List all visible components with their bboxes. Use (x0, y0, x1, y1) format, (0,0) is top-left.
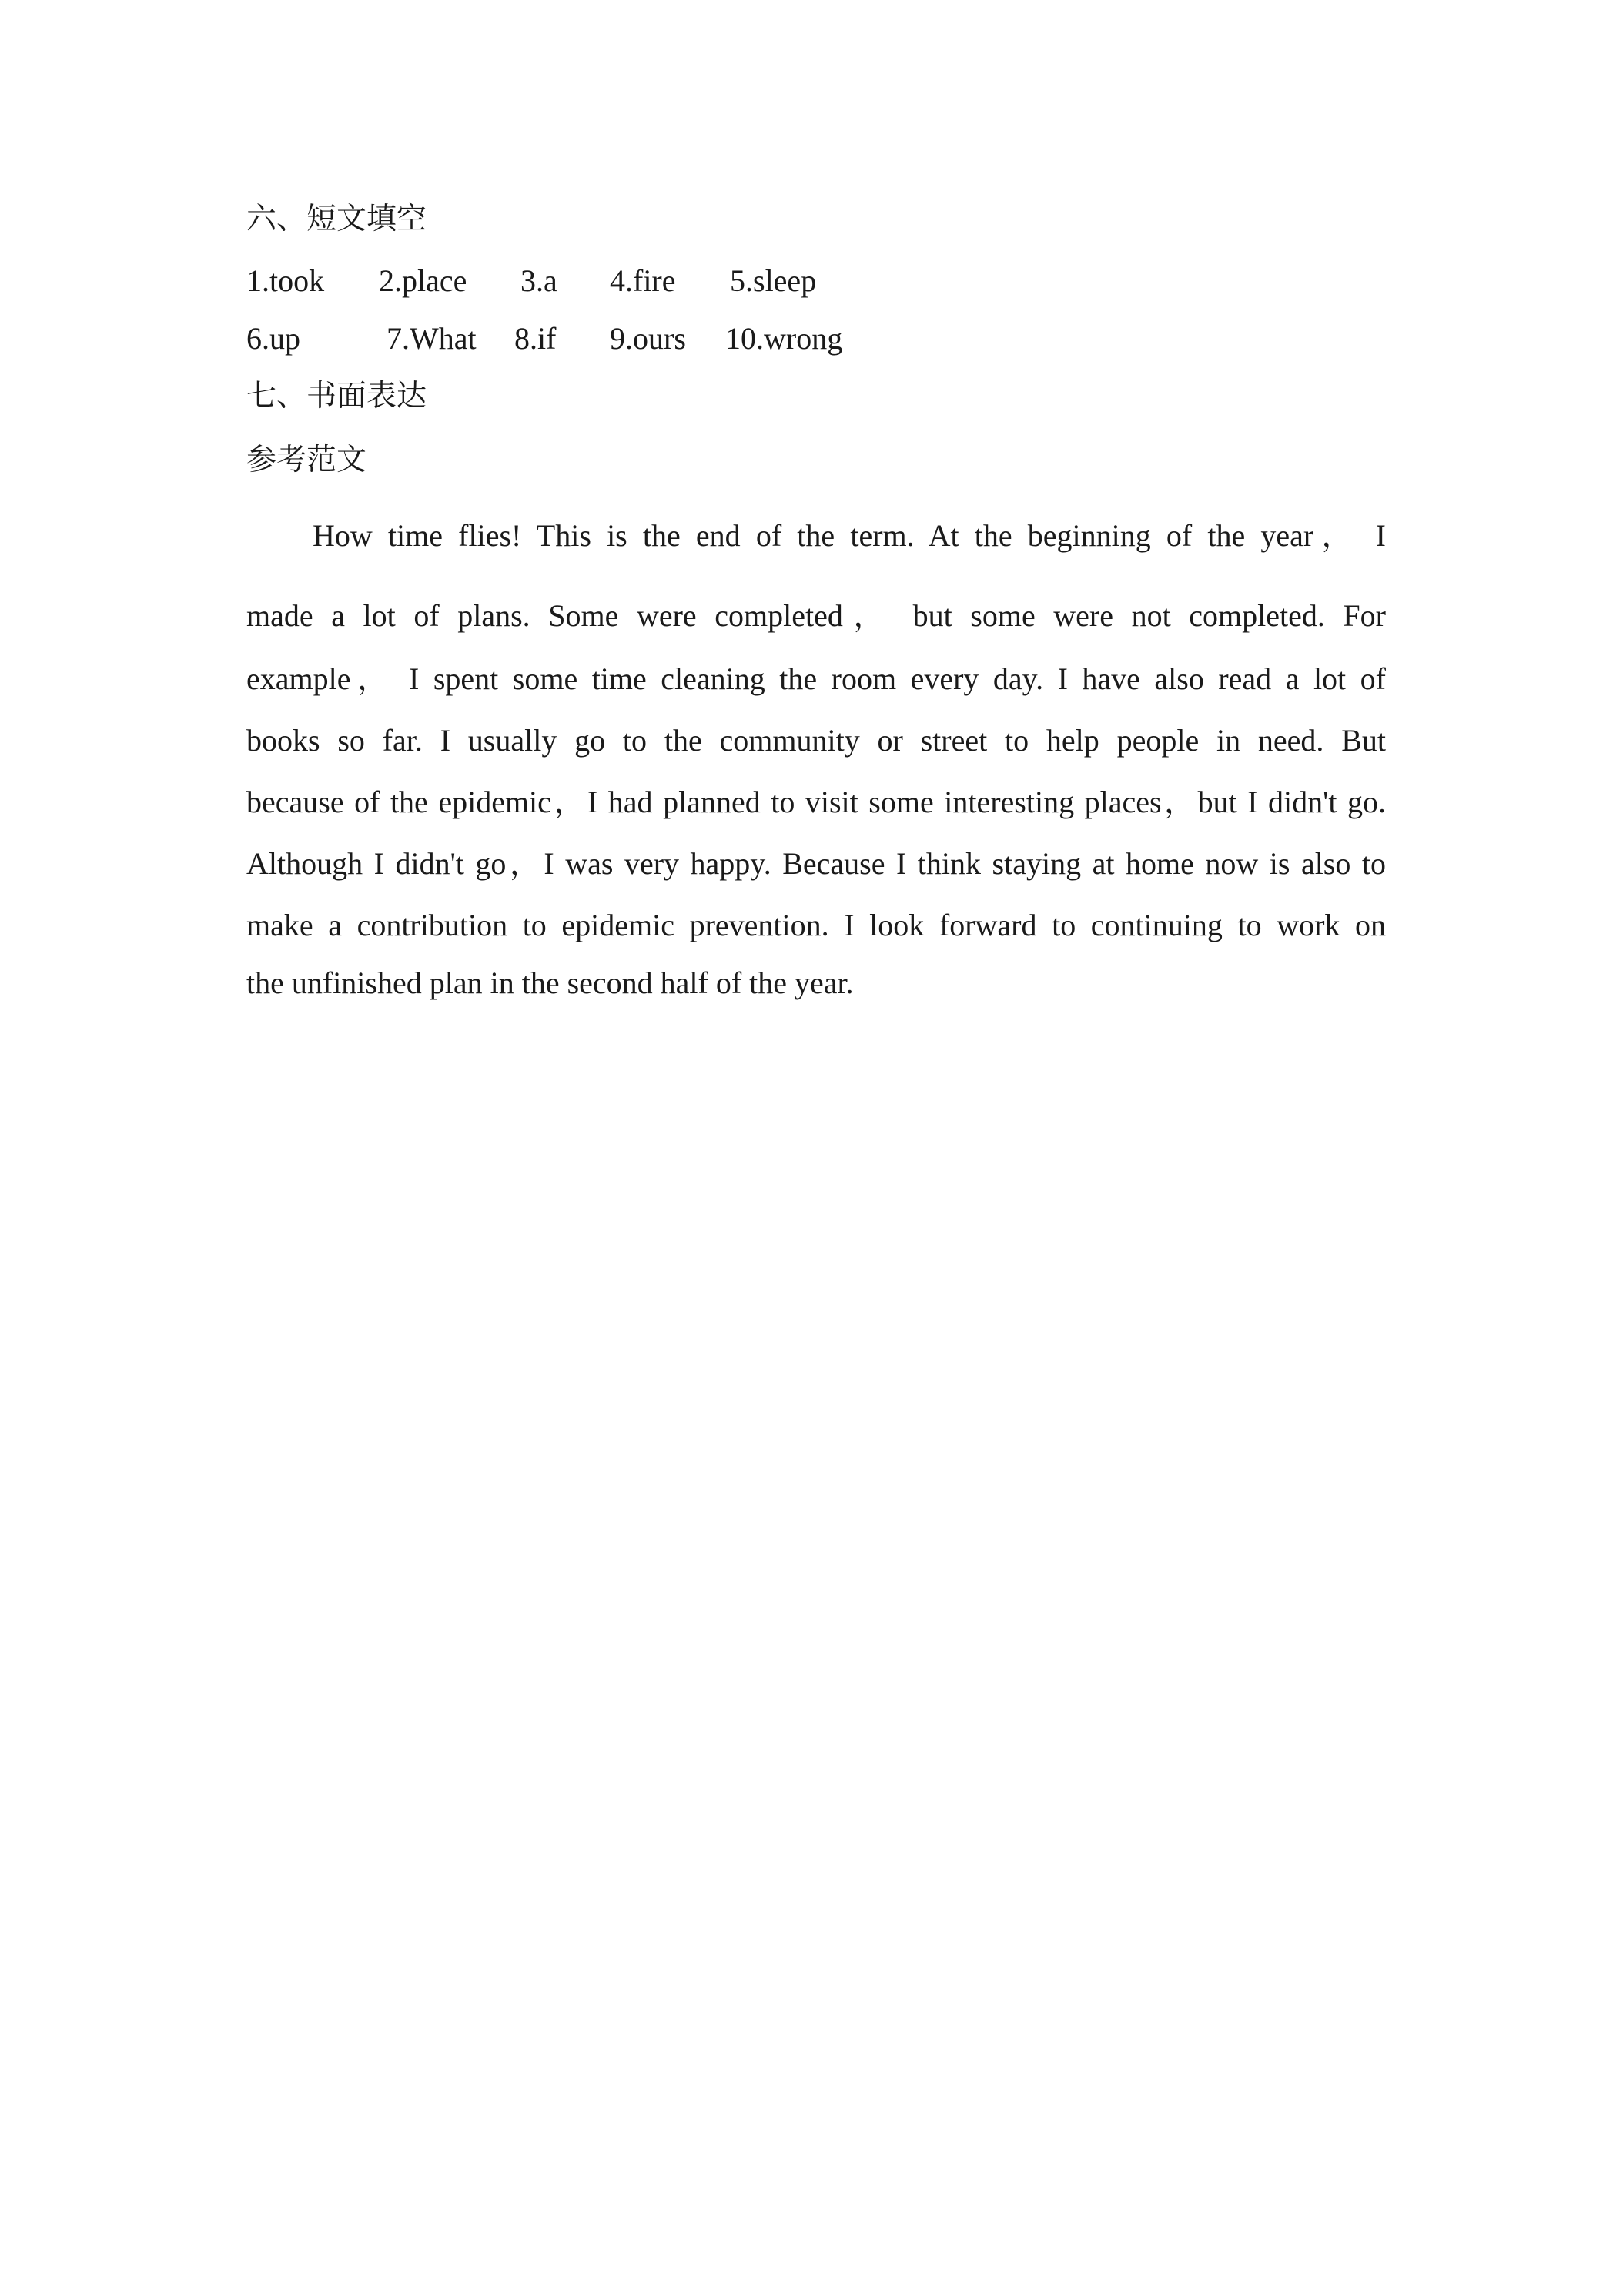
sample-essay-heading: 参考范文 (246, 443, 367, 477)
essay-line: example， I spent some time cleaning the room every day. I have also read a lot of (246, 661, 1386, 696)
answer-5: 5.sleep (730, 263, 817, 298)
essay-line: Although I didn't go，I was very happy. Because I think staying at home now is also to (246, 846, 1386, 881)
section-7-heading: 七、书面表达 (246, 379, 427, 413)
answer-1: 1.took (246, 263, 325, 298)
section-6-heading: 六、短文填空 (246, 202, 427, 236)
essay-line: the unfinished plan in the second half of the year. (246, 966, 854, 1000)
answer-7: 7.What (387, 321, 477, 356)
answer-4: 4.fire (610, 263, 676, 298)
answer-2: 2.place (379, 263, 467, 298)
answer-3: 3.a (520, 263, 557, 298)
essay-line: because of the epidemic，I had planned to visit some interesting places，but I didn't go. (246, 785, 1386, 819)
answer-9: 9.ours (610, 321, 686, 356)
answer-10: 10.wrong (725, 321, 843, 356)
essay-line: make a contribution to epidemic prevention. I look forward to continuing to work on (246, 908, 1386, 942)
answer-8: 8.if (514, 321, 557, 356)
answer-6: 6.up (246, 321, 300, 356)
essay-line: books so far. I usually go to the community or street to help people in need. But (246, 723, 1386, 758)
essay-line: How time flies! This is the end of the term. At the beginning of the year， I (313, 518, 1386, 553)
essay-line: made a lot of plans. Some were completed， but some were not completed. For (246, 598, 1386, 633)
